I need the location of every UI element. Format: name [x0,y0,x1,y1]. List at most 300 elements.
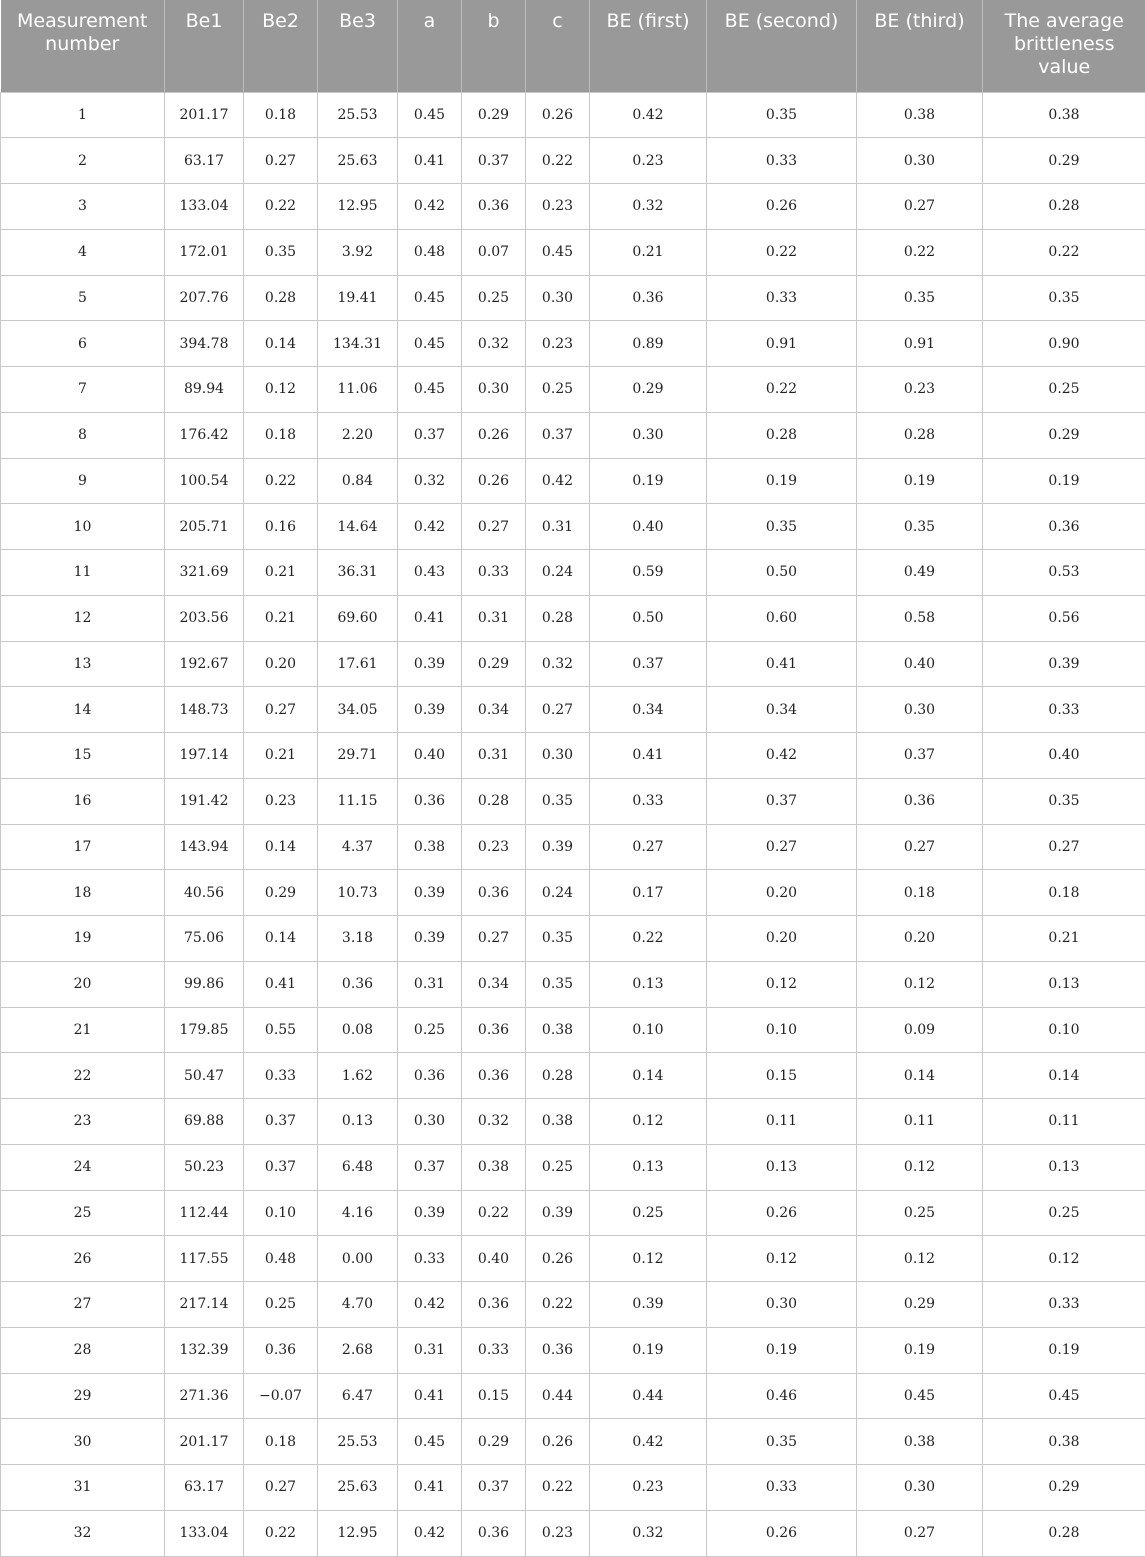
b-cell: 0.27 [462,504,526,550]
b-cell: 0.29 [462,641,526,687]
be2-cell: 0.18 [244,412,318,458]
c-cell: 0.44 [526,1373,590,1419]
be-first-cell: 0.22 [590,916,707,962]
be-second-cell: 0.41 [707,641,857,687]
a-cell: 0.32 [398,458,462,504]
measurement-number-cell: 1 [1,92,165,138]
be3-cell: 25.53 [318,92,398,138]
a-cell: 0.43 [398,550,462,596]
average-brittleness-cell: 0.45 [983,1373,1145,1419]
be-second-cell: 0.27 [707,824,857,870]
average-brittleness-cell: 0.33 [983,687,1145,733]
average-brittleness-cell: 0.29 [983,1465,1145,1511]
be-third-cell: 0.27 [857,184,983,230]
table-row [1,916,1145,962]
column-header-be-third: BE (third) [857,0,983,92]
be3-cell: 3.18 [318,916,398,962]
be2-cell: 0.29 [244,870,318,916]
average-brittleness-cell: 0.28 [983,1510,1145,1556]
b-cell: 0.32 [462,1099,526,1145]
table-row [1,321,1145,367]
c-cell: 0.35 [526,961,590,1007]
be3-cell: 4.37 [318,824,398,870]
be1-cell: 63.17 [165,1465,244,1511]
be3-cell: 2.68 [318,1327,398,1373]
be-third-cell: 0.12 [857,1236,983,1282]
measurement-number-cell: 14 [1,687,165,733]
average-brittleness-cell: 0.13 [983,961,1145,1007]
be3-cell: 4.70 [318,1282,398,1328]
be3-cell: 11.06 [318,367,398,413]
be3-cell: 25.63 [318,1465,398,1511]
a-cell: 0.39 [398,870,462,916]
c-cell: 0.42 [526,458,590,504]
b-cell: 0.29 [462,92,526,138]
c-cell: 0.32 [526,641,590,687]
be2-cell: 0.25 [244,1282,318,1328]
b-cell: 0.36 [462,1007,526,1053]
measurement-number-cell: 5 [1,275,165,321]
measurement-number-cell: 18 [1,870,165,916]
table-row [1,138,1145,184]
average-brittleness-cell: 0.21 [983,916,1145,962]
table-row [1,1190,1145,1236]
be2-cell: 0.35 [244,229,318,275]
be-second-cell: 0.22 [707,367,857,413]
be2-cell: 0.14 [244,824,318,870]
be-third-cell: 0.30 [857,138,983,184]
a-cell: 0.42 [398,1282,462,1328]
measurement-number-cell: 31 [1,1465,165,1511]
c-cell: 0.25 [526,1144,590,1190]
b-cell: 0.29 [462,1419,526,1465]
column-header-a: a [398,0,462,92]
a-cell: 0.38 [398,824,462,870]
be-first-cell: 0.21 [590,229,707,275]
be-third-cell: 0.91 [857,321,983,367]
be1-cell: 176.42 [165,412,244,458]
be-third-cell: 0.27 [857,1510,983,1556]
be-third-cell: 0.25 [857,1190,983,1236]
table-row [1,1053,1145,1099]
average-brittleness-cell: 0.56 [983,595,1145,641]
be-first-cell: 0.39 [590,1282,707,1328]
table-row [1,733,1145,779]
be2-cell: 0.41 [244,961,318,1007]
column-header-be3: Be3 [318,0,398,92]
a-cell: 0.40 [398,733,462,779]
be-third-cell: 0.35 [857,504,983,550]
be-second-cell: 0.60 [707,595,857,641]
be-third-cell: 0.36 [857,778,983,824]
average-brittleness-cell: 0.28 [983,184,1145,230]
table-row [1,1373,1145,1419]
table-row [1,595,1145,641]
be-second-cell: 0.26 [707,1190,857,1236]
be3-cell: 36.31 [318,550,398,596]
be1-cell: 117.55 [165,1236,244,1282]
be3-cell: 25.63 [318,138,398,184]
measurement-number-cell: 6 [1,321,165,367]
b-cell: 0.33 [462,550,526,596]
b-cell: 0.22 [462,1190,526,1236]
average-brittleness-cell: 0.29 [983,138,1145,184]
b-cell: 0.36 [462,184,526,230]
table-row [1,641,1145,687]
table-row [1,778,1145,824]
table-row [1,1007,1145,1053]
a-cell: 0.31 [398,1327,462,1373]
c-cell: 0.22 [526,1465,590,1511]
be-first-cell: 0.27 [590,824,707,870]
be2-cell: 0.14 [244,916,318,962]
be-first-cell: 0.41 [590,733,707,779]
table-row [1,824,1145,870]
be3-cell: 4.16 [318,1190,398,1236]
table-row [1,550,1145,596]
b-cell: 0.27 [462,916,526,962]
be-first-cell: 0.30 [590,412,707,458]
b-cell: 0.28 [462,778,526,824]
c-cell: 0.23 [526,184,590,230]
b-cell: 0.36 [462,1282,526,1328]
a-cell: 0.45 [398,275,462,321]
measurement-number-cell: 12 [1,595,165,641]
c-cell: 0.24 [526,870,590,916]
be2-cell: 0.18 [244,1419,318,1465]
be-first-cell: 0.19 [590,458,707,504]
table-row [1,1144,1145,1190]
be-first-cell: 0.36 [590,275,707,321]
c-cell: 0.30 [526,733,590,779]
c-cell: 0.38 [526,1007,590,1053]
measurement-number-cell: 9 [1,458,165,504]
be3-cell: 2.20 [318,412,398,458]
c-cell: 0.37 [526,412,590,458]
be-second-cell: 0.20 [707,916,857,962]
average-brittleness-cell: 0.40 [983,733,1145,779]
b-cell: 0.15 [462,1373,526,1419]
be3-cell: 0.00 [318,1236,398,1282]
column-header-c: c [526,0,590,92]
be-third-cell: 0.38 [857,1419,983,1465]
be-third-cell: 0.30 [857,687,983,733]
a-cell: 0.41 [398,1373,462,1419]
table-row [1,870,1145,916]
average-brittleness-cell: 0.13 [983,1144,1145,1190]
be-first-cell: 0.40 [590,504,707,550]
table-row [1,1327,1145,1373]
be3-cell: 0.84 [318,458,398,504]
c-cell: 0.27 [526,687,590,733]
header-row [1,0,1145,92]
be3-cell: 17.61 [318,641,398,687]
column-header-be1: Be1 [165,0,244,92]
a-cell: 0.31 [398,961,462,1007]
be-second-cell: 0.26 [707,184,857,230]
c-cell: 0.26 [526,1236,590,1282]
a-cell: 0.45 [398,92,462,138]
c-cell: 0.38 [526,1099,590,1145]
measurement-number-cell: 22 [1,1053,165,1099]
b-cell: 0.36 [462,1053,526,1099]
c-cell: 0.22 [526,138,590,184]
measurement-number-cell: 4 [1,229,165,275]
table-row [1,1510,1145,1556]
be3-cell: 1.62 [318,1053,398,1099]
table-row [1,1099,1145,1145]
average-brittleness-cell: 0.18 [983,870,1145,916]
average-brittleness-cell: 0.38 [983,1419,1145,1465]
be2-cell: 0.33 [244,1053,318,1099]
c-cell: 0.28 [526,1053,590,1099]
c-cell: 0.22 [526,1282,590,1328]
c-cell: 0.23 [526,321,590,367]
be-second-cell: 0.19 [707,1327,857,1373]
be1-cell: 100.54 [165,458,244,504]
be1-cell: 99.86 [165,961,244,1007]
a-cell: 0.48 [398,229,462,275]
be3-cell: 19.41 [318,275,398,321]
a-cell: 0.45 [398,367,462,413]
be3-cell: 3.92 [318,229,398,275]
be-first-cell: 0.23 [590,138,707,184]
measurement-number-cell: 19 [1,916,165,962]
be3-cell: 34.05 [318,687,398,733]
average-brittleness-cell: 0.19 [983,458,1145,504]
c-cell: 0.25 [526,367,590,413]
be1-cell: 179.85 [165,1007,244,1053]
be2-cell: 0.16 [244,504,318,550]
b-cell: 0.40 [462,1236,526,1282]
column-header-b: b [462,0,526,92]
c-cell: 0.31 [526,504,590,550]
be3-cell: 11.15 [318,778,398,824]
be2-cell: 0.27 [244,687,318,733]
be1-cell: 203.56 [165,595,244,641]
c-cell: 0.45 [526,229,590,275]
b-cell: 0.26 [462,412,526,458]
be1-cell: 394.78 [165,321,244,367]
be-second-cell: 0.50 [707,550,857,596]
table-row [1,184,1145,230]
a-cell: 0.42 [398,1510,462,1556]
table-row [1,961,1145,1007]
be1-cell: 191.42 [165,778,244,824]
be-first-cell: 0.17 [590,870,707,916]
be-third-cell: 0.11 [857,1099,983,1145]
be-first-cell: 0.13 [590,1144,707,1190]
be-third-cell: 0.19 [857,1327,983,1373]
b-cell: 0.36 [462,1510,526,1556]
be-third-cell: 0.27 [857,824,983,870]
average-brittleness-cell: 0.14 [983,1053,1145,1099]
be2-cell: 0.21 [244,595,318,641]
be-first-cell: 0.25 [590,1190,707,1236]
b-cell: 0.37 [462,138,526,184]
c-cell: 0.35 [526,778,590,824]
be-second-cell: 0.33 [707,275,857,321]
measurement-number-cell: 15 [1,733,165,779]
be1-cell: 321.69 [165,550,244,596]
c-cell: 0.35 [526,916,590,962]
be1-cell: 172.01 [165,229,244,275]
table-row [1,229,1145,275]
a-cell: 0.25 [398,1007,462,1053]
be3-cell: 12.95 [318,184,398,230]
be2-cell: 0.36 [244,1327,318,1373]
b-cell: 0.30 [462,367,526,413]
be3-cell: 10.73 [318,870,398,916]
be3-cell: 0.08 [318,1007,398,1053]
be-second-cell: 0.46 [707,1373,857,1419]
a-cell: 0.39 [398,687,462,733]
be-third-cell: 0.38 [857,92,983,138]
c-cell: 0.39 [526,1190,590,1236]
table-row [1,1465,1145,1511]
average-brittleness-cell: 0.19 [983,1327,1145,1373]
c-cell: 0.26 [526,1419,590,1465]
be-first-cell: 0.12 [590,1236,707,1282]
measurement-number-cell: 20 [1,961,165,1007]
be-first-cell: 0.50 [590,595,707,641]
be3-cell: 14.64 [318,504,398,550]
be2-cell: 0.28 [244,275,318,321]
be1-cell: 133.04 [165,1510,244,1556]
b-cell: 0.33 [462,1327,526,1373]
b-cell: 0.34 [462,961,526,1007]
be-third-cell: 0.28 [857,412,983,458]
be-third-cell: 0.35 [857,275,983,321]
b-cell: 0.26 [462,458,526,504]
measurement-number-cell: 29 [1,1373,165,1419]
be1-cell: 50.47 [165,1053,244,1099]
be-second-cell: 0.37 [707,778,857,824]
be-third-cell: 0.45 [857,1373,983,1419]
average-brittleness-cell: 0.36 [983,504,1145,550]
be-second-cell: 0.30 [707,1282,857,1328]
be-third-cell: 0.20 [857,916,983,962]
a-cell: 0.39 [398,641,462,687]
b-cell: 0.37 [462,1465,526,1511]
a-cell: 0.37 [398,412,462,458]
be2-cell: 0.10 [244,1190,318,1236]
c-cell: 0.24 [526,550,590,596]
be-second-cell: 0.20 [707,870,857,916]
measurement-number-cell: 24 [1,1144,165,1190]
a-cell: 0.42 [398,184,462,230]
be2-cell: −0.07 [244,1373,318,1419]
be-third-cell: 0.14 [857,1053,983,1099]
average-brittleness-cell: 0.39 [983,641,1145,687]
be-second-cell: 0.33 [707,1465,857,1511]
c-cell: 0.30 [526,275,590,321]
table-row [1,458,1145,504]
be-third-cell: 0.49 [857,550,983,596]
be2-cell: 0.12 [244,367,318,413]
average-brittleness-cell: 0.10 [983,1007,1145,1053]
be1-cell: 217.14 [165,1282,244,1328]
be2-cell: 0.14 [244,321,318,367]
table-row [1,412,1145,458]
average-brittleness-cell: 0.35 [983,275,1145,321]
column-header-average-brittleness: The average brittleness value [983,0,1145,92]
measurement-number-cell: 32 [1,1510,165,1556]
table-header [1,0,1145,92]
be-first-cell: 0.44 [590,1373,707,1419]
be1-cell: 69.88 [165,1099,244,1145]
be-second-cell: 0.42 [707,733,857,779]
be1-cell: 75.06 [165,916,244,962]
be2-cell: 0.21 [244,733,318,779]
a-cell: 0.39 [398,1190,462,1236]
be1-cell: 197.14 [165,733,244,779]
be-second-cell: 0.12 [707,1236,857,1282]
a-cell: 0.30 [398,1099,462,1145]
be2-cell: 0.27 [244,1465,318,1511]
b-cell: 0.38 [462,1144,526,1190]
c-cell: 0.26 [526,92,590,138]
average-brittleness-cell: 0.25 [983,367,1145,413]
be-first-cell: 0.42 [590,92,707,138]
be-first-cell: 0.59 [590,550,707,596]
be-first-cell: 0.32 [590,1510,707,1556]
be-third-cell: 0.29 [857,1282,983,1328]
be-second-cell: 0.15 [707,1053,857,1099]
be2-cell: 0.20 [244,641,318,687]
table-body [1,92,1145,1556]
be-second-cell: 0.33 [707,138,857,184]
a-cell: 0.45 [398,321,462,367]
c-cell: 0.39 [526,824,590,870]
c-cell: 0.36 [526,1327,590,1373]
table-row [1,92,1145,138]
a-cell: 0.33 [398,1236,462,1282]
be-second-cell: 0.35 [707,1419,857,1465]
b-cell: 0.25 [462,275,526,321]
be-second-cell: 0.11 [707,1099,857,1145]
be3-cell: 29.71 [318,733,398,779]
be-first-cell: 0.34 [590,687,707,733]
c-cell: 0.23 [526,1510,590,1556]
a-cell: 0.36 [398,778,462,824]
b-cell: 0.36 [462,870,526,916]
be1-cell: 132.39 [165,1327,244,1373]
be1-cell: 205.71 [165,504,244,550]
be3-cell: 0.13 [318,1099,398,1145]
be-third-cell: 0.18 [857,870,983,916]
be-first-cell: 0.13 [590,961,707,1007]
average-brittleness-cell: 0.90 [983,321,1145,367]
be1-cell: 271.36 [165,1373,244,1419]
be-second-cell: 0.13 [707,1144,857,1190]
be1-cell: 207.76 [165,275,244,321]
column-header-be-second: BE (second) [707,0,857,92]
table-row [1,687,1145,733]
be1-cell: 40.56 [165,870,244,916]
be-second-cell: 0.35 [707,504,857,550]
be3-cell: 12.95 [318,1510,398,1556]
be-third-cell: 0.12 [857,961,983,1007]
average-brittleness-cell: 0.38 [983,92,1145,138]
be3-cell: 25.53 [318,1419,398,1465]
average-brittleness-cell: 0.25 [983,1190,1145,1236]
be3-cell: 69.60 [318,595,398,641]
be-third-cell: 0.22 [857,229,983,275]
measurement-number-cell: 17 [1,824,165,870]
be1-cell: 148.73 [165,687,244,733]
be-second-cell: 0.28 [707,412,857,458]
